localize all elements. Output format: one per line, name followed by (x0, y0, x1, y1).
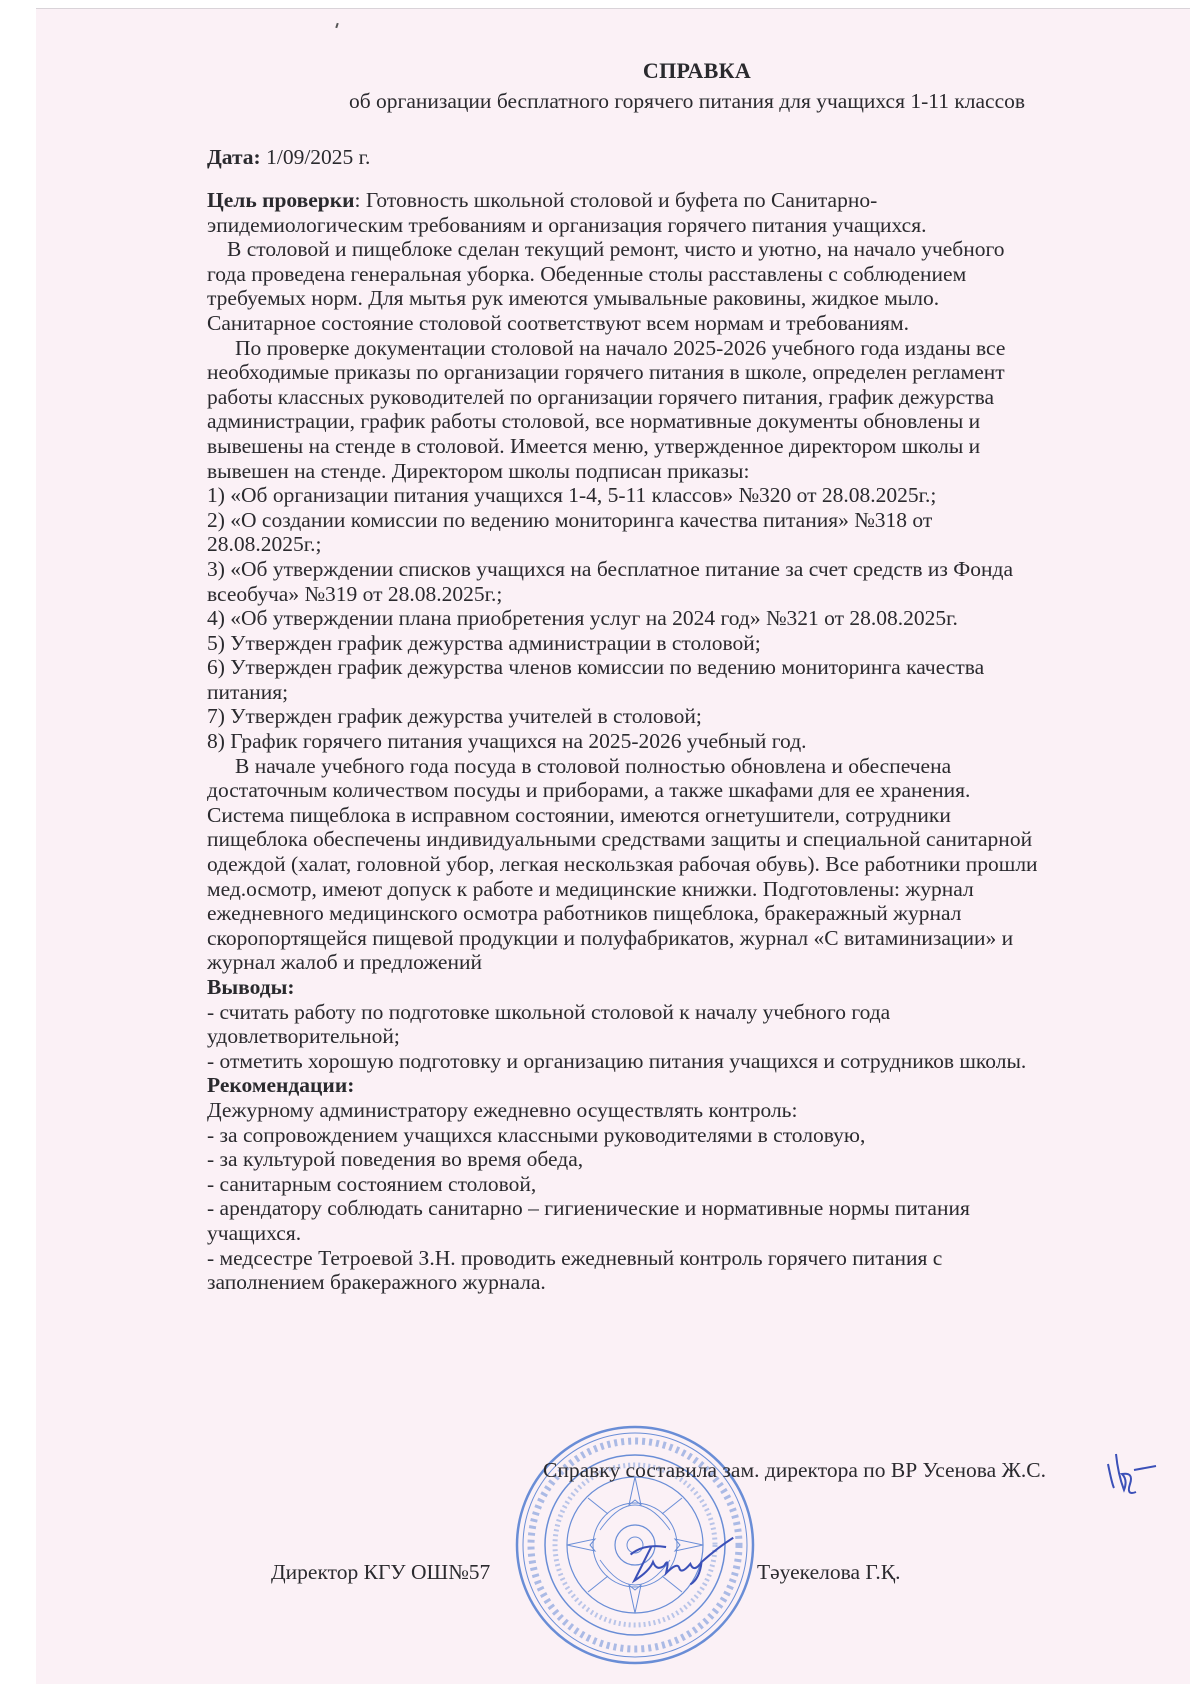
paragraph3-line: Система пищеблока в исправном состоянии, имеются огнетушители, сотрудники (207, 802, 951, 827)
recommendation-item: - за культурой поведения во время обеда, (207, 1147, 584, 1172)
paragraph3-line: одеждой (халат, головной убор, легкая нескользкая рабочая обувь). Все работники прошли (207, 852, 1038, 877)
purpose-label: Цель проверки (207, 188, 355, 212)
paragraph1-line: Санитарное состояние столовой соответствуют всем нормам и требованиям. (207, 310, 910, 335)
order-item: 2) «О создании комиссии по ведению мониторинга качества питания» №318 от (207, 507, 933, 532)
title-text: СПРАВКА (642, 58, 752, 83)
date-label: Дата: (207, 145, 261, 169)
document-title (207, 58, 1167, 84)
recommendation-item: Дежурному администратору ежедневно осуществлять контроль: (207, 1097, 798, 1122)
order-item: питания; (207, 679, 289, 704)
conclusion-item: - отметить хорошую подготовку и организацию питания учащихся и сотрудников школы. (207, 1048, 1027, 1073)
recommendation-item: - санитарным состоянием столовой, (207, 1171, 537, 1196)
order-item: всеобуча» №319 от 28.08.2025г.; (207, 581, 503, 606)
compiled-by: Справку составила зам. директора по ВР Усенова Ж.С. (543, 1458, 1046, 1482)
conclusions-heading: Выводы: (207, 975, 295, 999)
director-title: Директор КГУ ОШ№57 (271, 1560, 491, 1584)
paragraph2-line: необходимые приказы по организации горячего питания в школе, определен регламент (207, 360, 1005, 385)
recommendation-item: - арендатору соблюдать санитарно – гигиенические и нормативные нормы питания (207, 1196, 970, 1221)
paragraph3-line: скоропортящейся пищевой продукции и полуфабрикатов, журнал «С витаминизации» и (207, 925, 1014, 950)
recommendation-item: - медсестре Тетроевой З.Н. проводить ежедневный контроль горячего питания с (207, 1245, 943, 1270)
paragraph3-line: журнал жалоб и предложений (207, 950, 482, 975)
director-signature (625, 1532, 737, 1592)
conclusion-item: - считать работу по подготовке школьной столовой к началу учебного года (207, 999, 891, 1024)
paragraph2-line: администрации, график работы столовой, все нормативные документы обновлены и (207, 409, 981, 434)
paragraph3-line: достаточным количеством посуды и приборами, а также шкафами для ее хранения. (207, 778, 971, 803)
document-subtitle (207, 88, 1167, 114)
paragraph3-line: В начале учебного года посуда в столовой полностью обновлена и обеспечена (235, 753, 952, 778)
director-name: Тәуекелова Г.Қ. (757, 1560, 901, 1584)
deputy-signature (1100, 1446, 1160, 1502)
recommendation-item: - за сопровождением учащихся классными руководителями в столовую, (207, 1122, 866, 1147)
order-item: 7) Утвержден график дежурства учителей в столовой; (207, 704, 702, 729)
paragraph2-line: вывешен на стенде. Директором школы подписан приказы: (207, 458, 750, 483)
scan-speck (335, 23, 338, 28)
recommendation-item: заполнением бракеражного журнала. (207, 1270, 546, 1295)
paragraph3-line: ежедневного медицинского осмотра работников пищеблока, бракеражный журнал (207, 901, 962, 926)
body-block (207, 188, 1167, 1295)
paragraph3-line: мед.осмотр, имеют допуск к работе и медицинские книжки. Подготовлены: журнал (207, 876, 974, 901)
order-item: 1) «Об организации питания учащихся 1-4, 5-11 классов» №320 от 28.08.2025г.; (207, 483, 937, 508)
date-line (207, 145, 370, 170)
subtitle-text: об организации бесплатного горячего питания для учащихся 1-11 классов (348, 89, 1026, 113)
order-item: 8) График горячего питания учащихся на 2025-2026 учебный год. (207, 729, 807, 754)
paragraph1-line: года проведена генеральная уборка. Обеденные столы расставлены с соблюдением (207, 261, 967, 286)
order-item: 28.08.2025г.; (207, 532, 322, 557)
order-item: 4) «Об утверждении плана приобретения услуг на 2024 год» №321 от 28.08.2025г. (207, 606, 958, 631)
order-item: 3) «Об утверждении списков учащихся на бесплатное питание за счет средств из Фонда (207, 556, 1013, 581)
paragraph2-line: По проверке документации столовой на начало 2025-2026 учебного года изданы все (235, 335, 1006, 360)
order-item: 6) Утвержден график дежурства членов комиссии по ведению мониторинга качества (207, 655, 985, 680)
purpose-line: эпидемиологическим требованиям и организация горячего питания учащихся. (207, 212, 927, 237)
purpose-line (207, 188, 1167, 213)
conclusion-item: удовлетворительной; (207, 1024, 400, 1049)
date-value: 1/09/2025 г. (260, 145, 371, 169)
paragraph1-line: требуемых норм. Для мытья рук имеются умывальные раковины, жидкое мыло. (207, 286, 940, 311)
paragraph1-line: В столовой и пищеблоке сделан текущий ремонт, чисто и уютно, на начало учебного (227, 237, 1005, 262)
order-item: 5) Утвержден график дежурства администрации в столовой; (207, 630, 761, 655)
paragraph2-line: работы классных руководителей по организации горячего питания, график дежурства (207, 384, 995, 409)
recommendations-heading: Рекомендации: (207, 1073, 355, 1098)
paragraph2-line: вывешены на стенде в столовой. Имеется меню, утвержденное директором школы и (207, 433, 981, 458)
purpose-text: : Готовность школьной столовой и буфета по Санитарно- (354, 188, 878, 212)
paragraph3-line: пищеблока обеспечены индивидуальными средствами защиты и специальной санитарной (207, 827, 1033, 852)
recommendation-item: учащихся. (207, 1220, 302, 1245)
